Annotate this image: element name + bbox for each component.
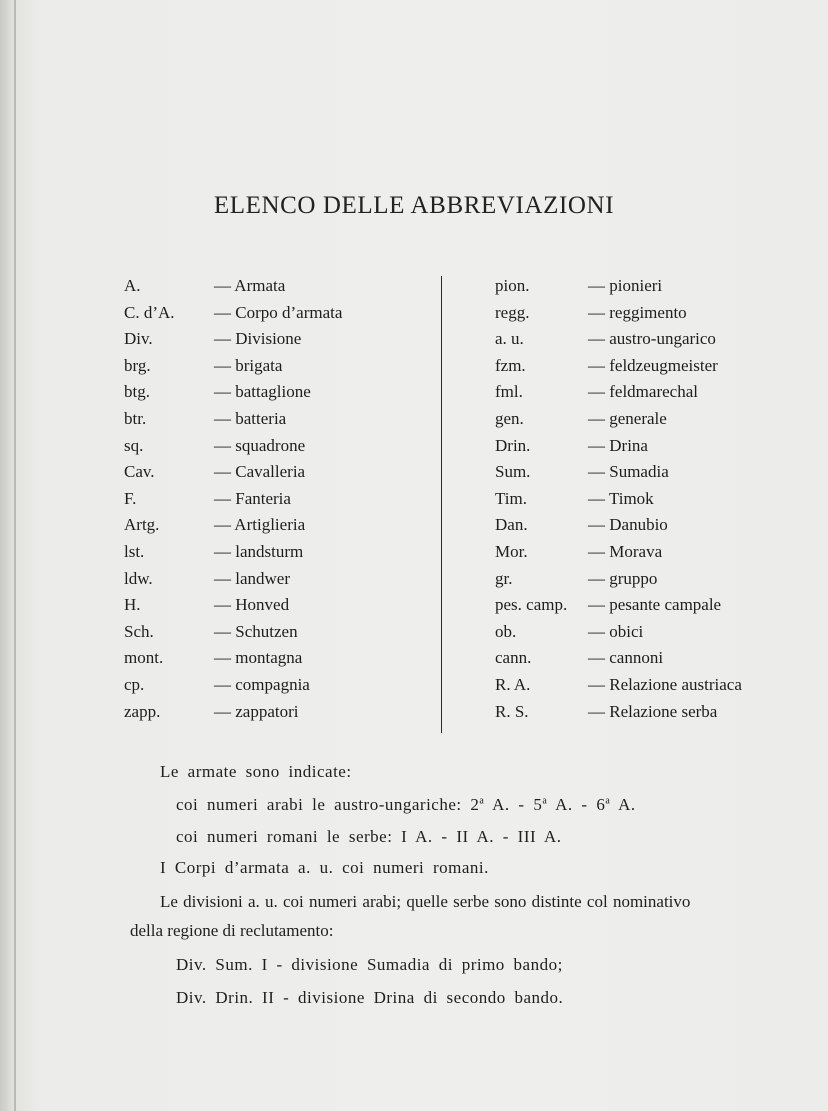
right-entry-meaning: — Drina [588,435,648,455]
right-entry-abbr: ob. [495,621,517,641]
right-entry-abbr: cann. [495,648,532,668]
right-entry-meaning: — cannoni [588,648,664,668]
army-2: 2$^a$ A. [470,795,510,814]
left-entry-abbr: zapp. [124,701,161,721]
column-divider [441,276,442,733]
left-entry-abbr: sq. [124,435,144,455]
right-entry-abbr: Mor. [495,542,528,561]
right-entry-meaning: — gruppo [588,568,658,588]
left-entry-abbr: A. [124,276,141,295]
left-entry-meaning: — battaglione [214,382,311,402]
right-entry-meaning: — Relazione austriaca [588,675,742,694]
right-entry-meaning: — obici [588,621,644,641]
right-entry-abbr: pion. [495,276,530,295]
army-6: 6$^a$ A. [596,795,636,814]
right-entry-abbr: Sum. [495,462,531,482]
austro-armies-prefix: coi numeri arabi le austro-ungariche: [176,795,462,814]
army-5: 5$^a$ A. [533,795,573,814]
right-entry-meaning: — austro-ungarico [588,329,716,349]
left-entry-meaning: — Cavalleria [214,462,306,482]
right-entry-abbr: Tim. [495,488,527,508]
left-entry-meaning: — Honved [214,595,290,615]
left-entry-abbr: Sch. [124,621,154,641]
book-spine-edge [14,0,16,1111]
divisions-line-2: della regione di reclutamento: [130,921,334,940]
left-entry-meaning: — Schutzen [214,621,298,641]
left-entry-abbr: Artg. [124,515,160,535]
right-entry-abbr: R. S. [495,701,529,721]
left-entry-abbr: C. d’A. [124,302,175,322]
left-entry-abbr: btr. [124,409,147,428]
left-entry-meaning: — Fanteria [214,488,291,508]
austro-armies-line: coi numeri arabi le austro-ungariche: 2$^a$ A. - 5$^a$ A. - 6$^a$ A. [176,795,636,814]
right-entry-abbr: gen. [495,409,524,428]
left-entry-meaning: — Armata [214,276,286,295]
right-entry-abbr: gr. [495,568,513,588]
right-entry-abbr: fml. [495,382,523,402]
division-example-1: Div. Sum. I - divisione Sumadia di primo bando; [176,955,563,974]
left-entry-meaning: — squadrone [214,435,306,455]
right-entry-meaning: — generale [588,409,667,428]
left-entry-abbr: F. [124,488,137,508]
right-entry-abbr: a. u. [495,329,524,349]
right-entry-meaning: — Danubio [588,515,668,535]
left-entry-meaning: — batteria [214,409,287,428]
serbian-armies-line: coi numeri romani le serbe: I A. - II A. - III A. [176,827,562,846]
right-entry-meaning: — Timok [588,488,654,508]
left-entry-abbr: cp. [124,675,145,694]
left-entry-meaning: — zappatori [214,701,299,721]
right-entry-abbr: fzm. [495,355,526,375]
left-entry-abbr: ldw. [124,568,153,588]
right-entry-meaning: — Relazione serba [588,701,718,721]
right-entry-meaning: — feldzeugmeister [588,355,718,375]
left-entry-meaning: — brigata [214,355,283,375]
left-entry-abbr: Cav. [124,462,155,482]
left-entry-abbr: btg. [124,382,150,402]
division-example-2: Div. Drin. II - divisione Drina di secondo bando. [176,988,564,1007]
right-entry-meaning: — reggimento [588,302,687,322]
right-entry-meaning: — pionieri [588,276,663,295]
left-entry-abbr: brg. [124,355,151,375]
right-entry-abbr: regg. [495,302,530,322]
page-title: ELENCO DELLE ABBREVIAZIONI [213,192,615,219]
left-entry-meaning: — montagna [214,648,303,668]
right-entry-meaning: — feldmarechal [588,382,698,402]
left-entry-abbr: mont. [124,648,164,668]
right-entry-abbr: Drin. [495,435,531,455]
divisions-line-1: Le divisioni a. u. coi numeri arabi; quelle serbe sono distinte col nominativo [160,892,691,911]
armies-intro: Le armate sono indicate: [160,762,352,781]
left-entry-abbr: H. [124,595,141,615]
right-entry-abbr: pes. camp. [495,595,568,615]
corps-line: I Corpi d’armata a. u. coi numeri romani. [160,858,489,877]
right-entry-abbr: Dan. [495,515,528,535]
right-entry-meaning: — pesante campale [588,595,722,615]
left-entry-meaning: — Artiglieria [214,515,306,535]
left-entry-meaning: — compagnia [214,675,310,694]
right-entry-abbr: R. A. [495,675,531,694]
left-entry-meaning: — Corpo d’armata [214,302,343,322]
left-entry-meaning: — Divisione [214,329,302,349]
left-entry-meaning: — landwer [214,568,291,588]
right-entry-meaning: — Morava [588,542,663,561]
left-entry-meaning: — landsturm [214,542,304,561]
left-entry-abbr: Div. [124,329,153,349]
left-entry-abbr: lst. [124,542,145,561]
right-entry-meaning: — Sumadia [588,462,669,482]
